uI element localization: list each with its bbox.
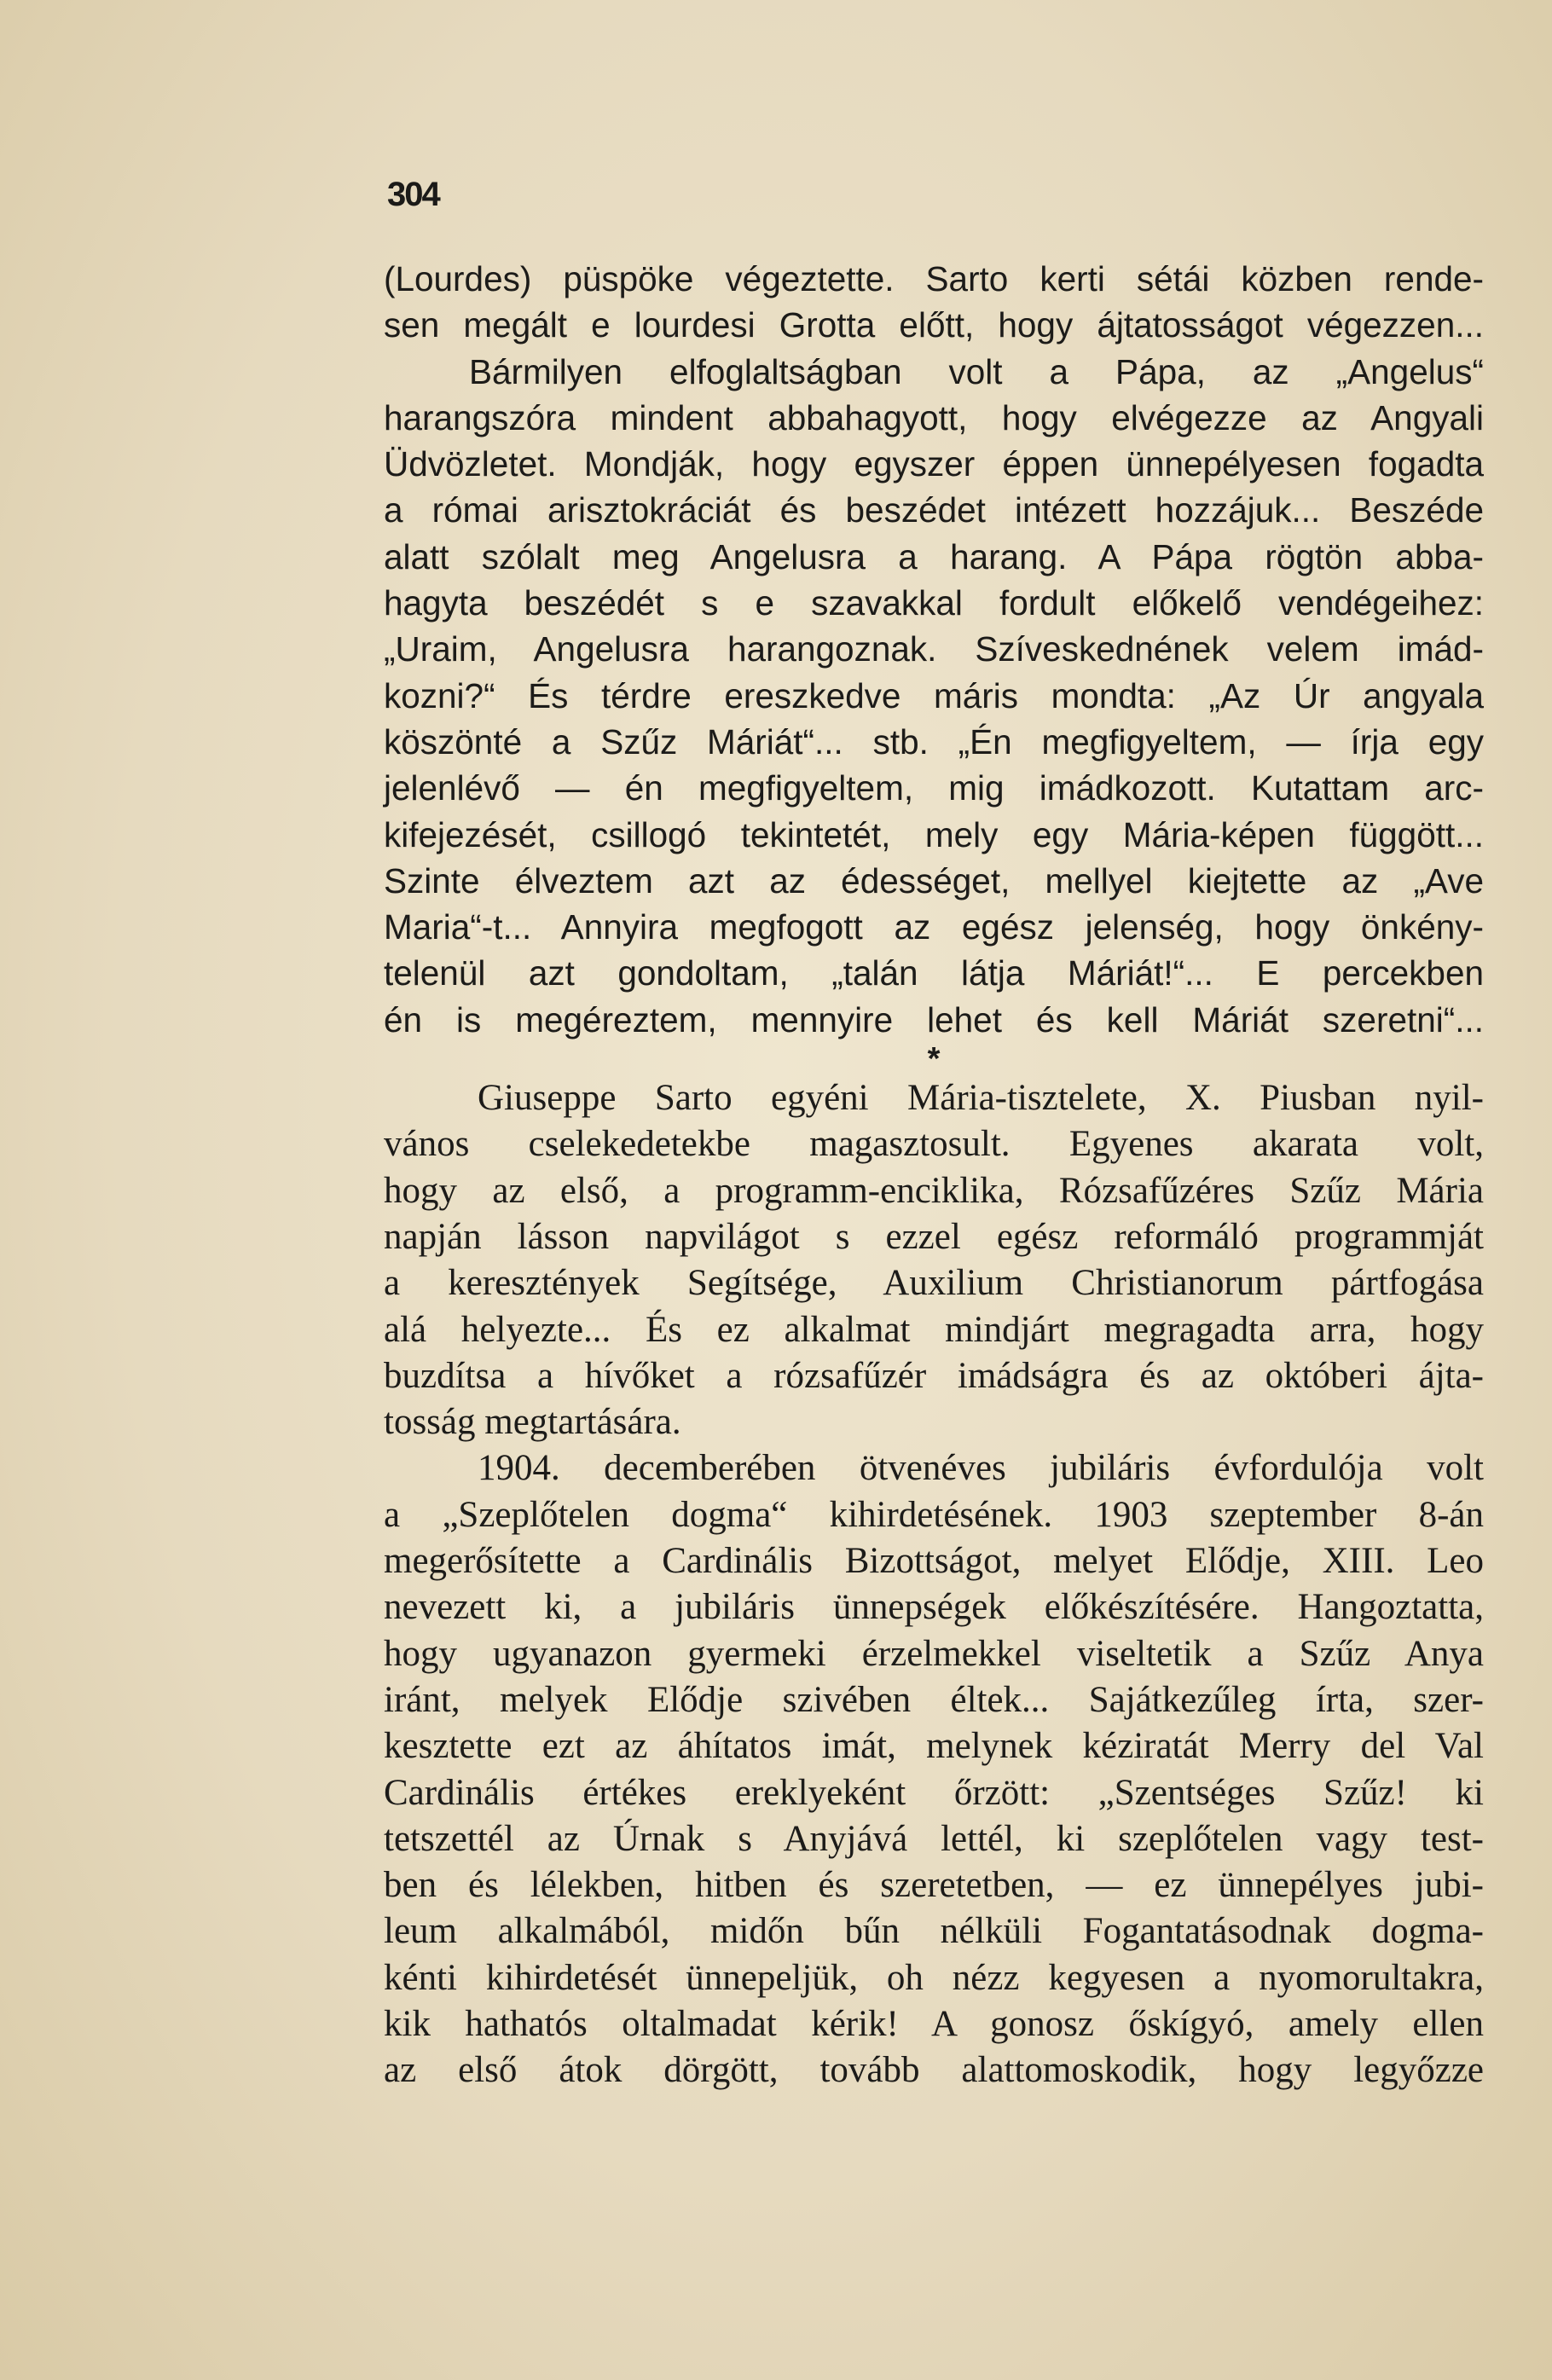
text-line: kifejezését, csillogó tekintetét, mely egy Mária-képen függött... [384, 814, 1484, 854]
text-line: harangszóra mindent abbahagyott, hogy elvégezze az Angyali [384, 397, 1484, 437]
text-line: buzdítsa a hívőket a rózsafűzér imádságra és az októberi ájta- [384, 1355, 1484, 1396]
text-line: hagyta beszédét s e szavakkal fordult előkelő vendégeihez: [384, 583, 1484, 623]
text-line: hogy az első, a programm-enciklika, Rózsafűzéres Szűz Mária [384, 1170, 1484, 1211]
text-line: köszönté a Szűz Máriát“... stb. „Én megfigyeltem, — írja egy [384, 721, 1484, 761]
text-line: Bármilyen elfoglaltságban volt a Pápa, az „Angelus“ [469, 351, 1484, 391]
text-line: a „Szeplőtelen dogma“ kihirdetésének. 1903 szeptember 8-án [384, 1494, 1484, 1535]
text-line: vános cselekedetekbe magasztosult. Egyenes akarata volt, [384, 1124, 1484, 1165]
text-line: Üdvözletet. Mondják, hogy egyszer éppen ünnepélyesen fogadta [384, 444, 1484, 484]
text-line: kik hathatós oltalmadat kérik! A gonosz őskígyó, amely ellen [384, 2003, 1484, 2044]
text-line: „Uraim, Angelusra harangoznak. Szíveskednének velem imád- [384, 629, 1484, 669]
text-line: Cardinális értékes ereklyeként őrzött: „Szentséges Szűz! ki [384, 1772, 1484, 1813]
text-line: a római arisztokráciát és beszédet intézett hozzájuk... Beszéde [384, 490, 1484, 530]
text-line: leum alkalmából, midőn bűn nélküli Fogantatásodnak dogma- [384, 1911, 1484, 1952]
text-line: Giuseppe Sarto egyéni Mária-tisztelete, X. Piusban nyil- [478, 1078, 1484, 1119]
text-line: napján lásson napvilágot s ezzel egész reformáló programmját [384, 1216, 1484, 1257]
paragraph-2 [384, 1075, 1484, 1445]
text-line: telenül azt gondoltam, „talán látja Máriát!“... E percekben [384, 953, 1484, 993]
text-line: alatt szólalt meg Angelusra a harang. A Pápa rögtön abba- [384, 536, 1484, 576]
text-line: Maria“-t... Annyira megfogott az egész jelenség, hogy önkény- [384, 907, 1484, 947]
text-line: nevezett ki, a jubiláris ünnepségek előkészítésére. Hangoztatta, [384, 1587, 1484, 1628]
text-line: (Lourdes) püspöke végeztette. Sarto kerti sétái közben rende- [384, 259, 1484, 298]
text-line: iránt, melyek Elődje szivében éltek... Sajátkezűleg írta, szer- [384, 1679, 1484, 1720]
text-line: tetszettél az Úrnak s Anyjává lettél, ki szeplőtelen vagy test- [384, 1818, 1484, 1859]
text-line: alá helyezte... És ez alkalmat mindjárt megragadta arra, hogy [384, 1309, 1484, 1350]
text-line: kozni?“ És térdre ereszkedve máris mondta: „Az Úr angyala [384, 675, 1484, 715]
text-line: ben és lélekben, hitben és szeretetben, — ez ünnepélyes jubi- [384, 1865, 1484, 1906]
text-line: megerősítette a Cardinális Bizottságot, melyet Elődje, XIII. Leo [384, 1541, 1484, 1582]
text-line: jelenlévő — én megfigyeltem, mig imádkozott. Kutattam arc- [384, 768, 1484, 808]
text-line: az első átok dörgött, tovább alattomoskodik, hogy legyőzze [384, 2050, 1484, 2091]
text-line: tosság megtartására. [384, 1402, 681, 1443]
text-line: én is megéreztem, mennyire lehet és kell Máriát szeretni“... [384, 999, 1484, 1039]
page-body [384, 256, 1484, 2094]
text-line: 1904. decemberében ötvenéves jubiláris évfordulója volt [478, 1448, 1484, 1489]
text-line: kesztette ezt az áhítatos imát, melynek kéziratát Merry del Val [384, 1726, 1484, 1767]
text-line: hogy ugyanazon gyermeki érzelmekkel viseltetik a Szűz Anya [384, 1633, 1484, 1674]
page-number: 304 [387, 176, 439, 213]
text-line: sen megált e lourdesi Grotta előtt, hogy ájtatosságot végezzen... [384, 305, 1484, 345]
text-line: kénti kihirdetését ünnepeljük, oh nézz kegyesen a nyomorultakra, [384, 1957, 1484, 1998]
section-separator: * [927, 1041, 941, 1078]
paragraph-3 [384, 1445, 1484, 2093]
text-line: a keresztények Segítsége, Auxilium Christianorum pártfogása [384, 1263, 1484, 1304]
paragraph-1 [384, 256, 1484, 1043]
text-line: Szinte élveztem azt az édességet, mellyel kiejtette az „Ave [384, 860, 1484, 900]
